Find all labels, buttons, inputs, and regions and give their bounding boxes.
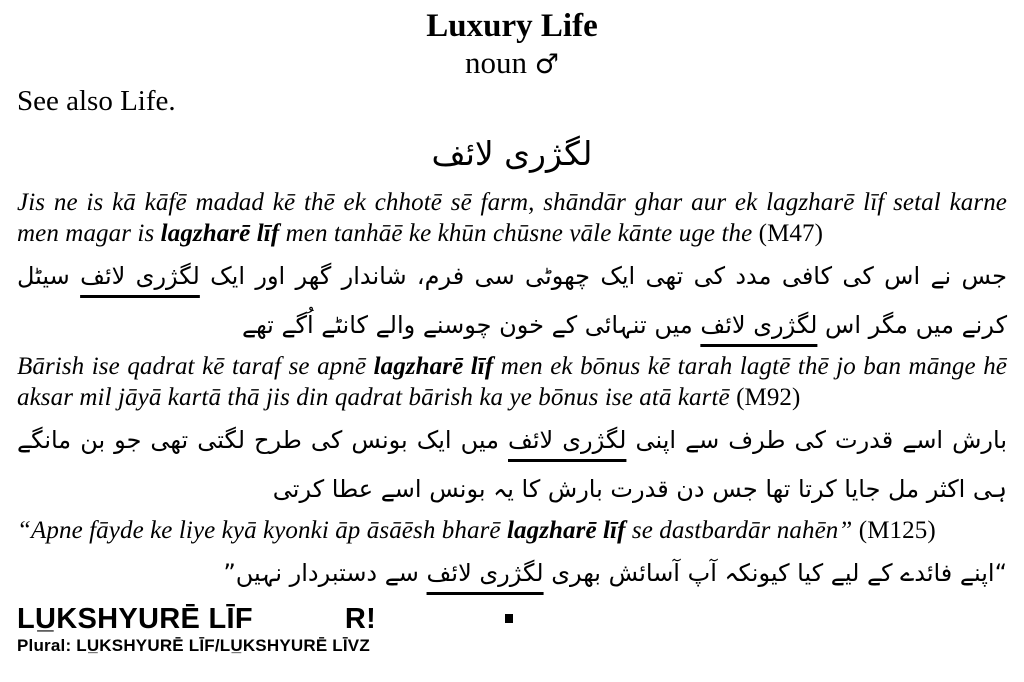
text-segment: سیٹل کرنے میں مگر اس: [17, 261, 1007, 340]
pronunciation-text: LU̲KSHYURĒ LĪF: [17, 603, 253, 636]
text-segment: men tanhāē ke khūn chūsne vāle kānte uge the: [279, 220, 759, 248]
part-of-speech-label: noun: [465, 44, 528, 80]
plural-label: Plural:: [17, 635, 72, 655]
text-segment: lagzharē līf: [160, 220, 280, 248]
text-segment: میں ایک بونس کی طرح لگتی تھی جو بن مانگے ہی اکثر مل جایا کرتا تھا جس دن قدرت بارش کا یہ بونس اسے عطا کرتی: [17, 425, 1007, 503]
urdu-headword: لگژری لائف: [431, 134, 593, 174]
text-segment: (M47): [758, 220, 824, 248]
example-3-quote-transliteration: [17, 516, 1007, 547]
text-segment: سے دستبردار نہیں”: [223, 558, 427, 587]
example-2-urdu: [17, 416, 1007, 514]
text-segment: Bārish ise qadrat kē taraf se apnē: [17, 353, 374, 381]
text-segment: لگژری لائف: [426, 558, 544, 587]
text-segment: میں تنہائی کے خون چوسنے والے کانٹے اُگے تھے: [242, 311, 701, 340]
entry-title: Luxury Life: [426, 8, 598, 44]
example-1-transliteration: [17, 188, 1007, 250]
text-segment: lagzharē līf: [373, 353, 494, 381]
male-gender-icon: ♂: [534, 48, 559, 80]
footer-note: R!: [344, 603, 377, 636]
text-segment: لگژری لائف: [80, 261, 200, 290]
plural-value: LU̲KSHYURĒ LĪF/LU̲KSHYURĒ LĪVZ: [76, 635, 370, 655]
text-segment: جس نے اس کی کافی مدد کی تھی ایک چھوٹی سی فرم، شاندار گھر اور ایک: [199, 261, 1007, 290]
text-segment: se dastbardār nahēn”: [625, 517, 859, 545]
example-1-urdu: [17, 252, 1007, 350]
text-segment: men ek bōnus kē tarah lagtē thē jo ban mānge hē aksar mil jāyā kartā thā jis din qadrat bārish ka ye bōnus ise atā kartē: [17, 353, 1007, 411]
example-2-transliteration: [17, 352, 1007, 414]
example-3-quote-urdu: [17, 549, 1007, 598]
text-segment: lagzharē līf: [506, 517, 626, 545]
part-of-speech-line: [17, 45, 1007, 81]
scan-artifact-mark: [505, 614, 513, 623]
text-segment: “اپنے فائدے کے لیے کیا کیونکہ آپ آسائش بھری: [543, 558, 1007, 587]
text-segment: بارش اسے قدرت کی طرف سے اپنی: [626, 425, 1007, 454]
text-segment: Jis ne is kā kāfē madad kē thē ek chhotē sē farm, shāndār ghar aur ek lagzharē līf setal karne men magar is: [17, 189, 1007, 248]
see-also-note: See also Life.: [17, 84, 176, 117]
text-segment: (M92): [736, 384, 801, 411]
text-segment: لگژری لائف: [508, 425, 627, 454]
text-segment: “Apne fāyde ke liye kyā kyonki āp āsāēsh bharē: [17, 517, 507, 545]
text-segment: (M125): [858, 517, 936, 545]
text-segment: لگژری لائف: [700, 311, 818, 340]
plural-info: [17, 635, 1007, 656]
